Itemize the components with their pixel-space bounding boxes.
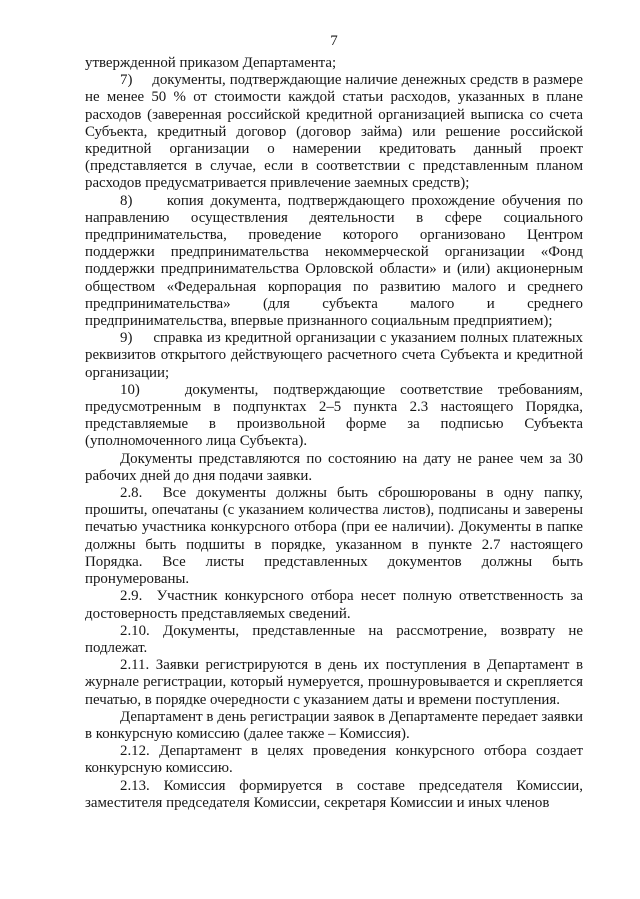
paragraph-documents-date: Документы представляются по состоянию на дату не ранее чем за 30 рабочих дней до дня подачи заявки. bbox=[85, 450, 583, 484]
paragraph-2-10: 2.10. Документы, представленные на рассмотрение, возврату не подлежат. bbox=[85, 622, 583, 656]
paragraph-department-transfer: Департамент в день регистрации заявок в Департаменте передает заявки в конкурсную комиссию (далее также – Комиссия). bbox=[85, 708, 583, 742]
paragraph-item-9: 9) справка из кредитной организации с указанием полных платежных реквизитов открытого действующего расчетного счета Субъекта и кредитной организации; bbox=[85, 330, 583, 381]
paragraph-continuation: утвержденной приказом Департамента; bbox=[85, 55, 337, 71]
paragraph-item-10: 10) документы, подтверждающие соответствие требованиям, предусмотренным в подпунктах 2–5 пункта 2.3 настоящего Порядка, представляемые в произвольной форме за подписью Субъекта (уполномоченного лица Субъекта). bbox=[85, 381, 583, 450]
paragraph-2-11: 2.11. Заявки регистрируются в день их поступления в Департамент в журнале регистрации, который нумеруется, прошнуровывается и скрепляется печатью, в порядке очередности с указанием даты и времени поступления. bbox=[85, 657, 583, 708]
paragraph-item-8: 8) копия документа, подтверждающего прохождение обучения по направлению осуществления деятельности в сфере социального предпринимательства, проведение которого организовано Центром поддержки предпринимательства некоммерческой организации «Фонд поддержки предпринимательства Орловской области» и (или) акционерным обществом «Федеральная корпорация по развитию малого и среднего предпринимательства» (для субъекта малого и среднего предпринимательства, впервые признанного социальным предприятием); bbox=[85, 192, 583, 330]
paragraph-item-7: 7) документы, подтверждающие наличие денежных средств в размере не менее 50 % от стоимости каждой статьи расходов, указанных в плане расходов (заверенная российской кредитной организацией выписка со счета Субъекта, кредитный договор (договор займа) или решение российской кредитной организации о намерении кредитовать данный проект (представляется в случае, если в соответствии с представленным планом расходов предусматривается привлечение заемных средств); bbox=[85, 72, 583, 192]
page-number: 7 bbox=[330, 33, 338, 49]
paragraph-2-13: 2.13. Комиссия формируется в составе председателя Комиссии, заместителя председателя Комиссии, секретаря Комиссии и иных членов bbox=[85, 777, 583, 811]
paragraph-2-8: 2.8. Все документы должны быть сброшюрованы в одну папку, прошиты, опечатаны (с указанием количества листов), подписаны и заверены печатью участника конкурсного отбора (при ее наличии). Документы в папке должны быть подшиты в порядке, указанном в пункте 2.7 настоящего Порядка. Все листы представленных документов должны быть пронумерованы. bbox=[85, 485, 583, 588]
paragraph-2-12: 2.12. Департамент в целях проведения конкурсного отбора создает конкурсную комиссию. bbox=[85, 743, 583, 777]
document-body bbox=[85, 55, 583, 812]
paragraph-2-9: 2.9. Участник конкурсного отбора несет полную ответственность за достоверность представляемых сведений. bbox=[85, 588, 583, 622]
